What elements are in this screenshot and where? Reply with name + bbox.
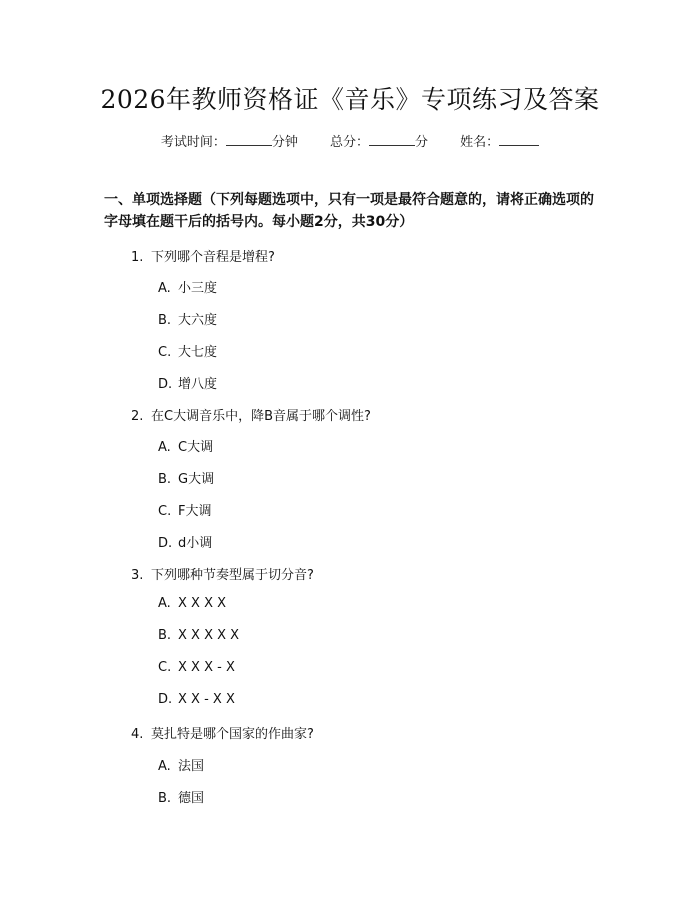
time-blank[interactable]: [226, 135, 272, 146]
score-blank[interactable]: [369, 135, 415, 146]
option-letter: B.: [158, 313, 172, 328]
option-letter: D.: [158, 536, 173, 551]
option-letter: A.: [158, 596, 171, 611]
option-text: d小调: [178, 536, 213, 551]
name-label: 姓名：: [460, 135, 500, 150]
option-letter: C.: [158, 660, 172, 675]
option-text: 增八度: [178, 377, 218, 392]
option-text: 法国: [178, 759, 205, 774]
question-number: 1.: [131, 250, 144, 265]
question-2: [131, 405, 371, 424]
option-letter: D.: [158, 692, 173, 707]
name-blank[interactable]: [499, 135, 539, 146]
q1-option-d: [158, 373, 217, 392]
option-text: F大调: [178, 504, 212, 519]
q2-option-a: [158, 436, 213, 455]
option-letter: B.: [158, 628, 172, 643]
option-text: 大六度: [178, 313, 218, 328]
option-letter: A.: [158, 440, 171, 455]
q1-option-a: [158, 277, 217, 296]
time-label: 考试时间：: [160, 135, 226, 150]
question-number: 3.: [131, 568, 144, 583]
score-label: 总分：: [329, 135, 369, 150]
question-text: 莫扎特是哪个国家的作曲家?: [151, 727, 314, 742]
q1-option-c: [158, 341, 217, 360]
option-letter: C.: [158, 345, 172, 360]
q3-option-b: [158, 628, 239, 643]
score-field: [330, 131, 428, 150]
score-unit: 分: [415, 135, 429, 150]
option-text: 小三度: [178, 281, 218, 296]
option-letter: C.: [158, 504, 172, 519]
question-4: [131, 723, 314, 742]
q3-option-d: [158, 692, 235, 707]
option-letter: A.: [158, 281, 171, 296]
q2-option-c: [158, 500, 211, 519]
option-text: 大七度: [178, 345, 218, 360]
option-text: X X X X X: [178, 628, 240, 643]
option-letter: D.: [158, 377, 173, 392]
q2-option-d: [158, 532, 212, 551]
option-text: C大调: [178, 440, 214, 455]
q4-option-a: [158, 755, 204, 774]
q1-option-b: [158, 309, 217, 328]
q4-option-b: [158, 787, 204, 806]
question-number: 2.: [131, 409, 144, 424]
question-1: [131, 246, 275, 265]
q3-option-c: [158, 660, 235, 675]
question-text: 下列哪种节奏型属于切分音?: [151, 568, 314, 583]
option-text: X X X - X: [178, 660, 235, 675]
option-text: 德国: [178, 791, 205, 806]
page-title: 2026年教师资格证《音乐》专项练习及答案: [100, 85, 600, 114]
question-text: 在C大调音乐中，降B音属于哪个调性?: [151, 409, 371, 424]
option-letter: B.: [158, 472, 172, 487]
name-field: [460, 131, 539, 150]
time-field: [161, 131, 298, 150]
time-unit: 分钟: [271, 135, 298, 150]
question-3: [131, 564, 314, 583]
option-letter: B.: [158, 791, 172, 806]
q2-option-b: [158, 468, 214, 487]
section-heading: 一、单项选择题（下列每题选项中，只有一项是最符合题意的，请将正确选项的字母填在题干后的括号内。每小题2分，共30分）: [104, 192, 594, 230]
q3-option-a: [158, 596, 226, 611]
option-text: G大调: [178, 472, 215, 487]
question-number: 4.: [131, 727, 144, 742]
question-text: 下列哪个音程是增程?: [151, 250, 275, 265]
option-text: X X - X X: [178, 692, 235, 707]
option-letter: A.: [158, 759, 171, 774]
option-text: X X X X: [178, 596, 227, 611]
exam-meta: [0, 131, 700, 150]
